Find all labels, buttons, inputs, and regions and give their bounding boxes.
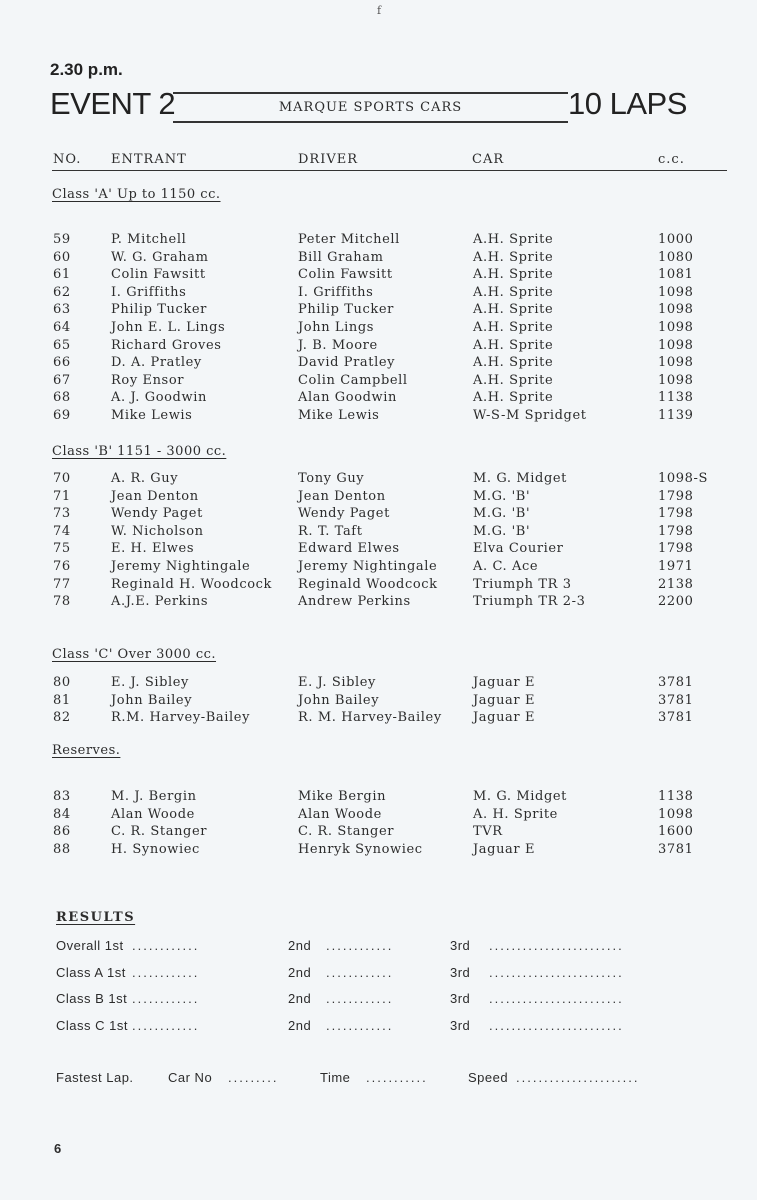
third-label: 3rd	[450, 964, 471, 980]
entry-entrant: Reginald H. Woodcock	[111, 576, 273, 592]
entry-driver: Jeremy Nightingale	[298, 559, 438, 574]
entry-number: 76	[53, 559, 71, 574]
result-label: Class A 1st	[56, 964, 126, 980]
entry-entrant: W. Nicholson	[111, 523, 204, 539]
entry-cc: 1000	[658, 232, 694, 247]
entry-cc: 3781	[658, 675, 694, 690]
entry-driver: Colin Fawsitt	[298, 267, 393, 283]
entry-entrant: C. R. Stanger	[111, 824, 208, 840]
table-row	[0, 267, 757, 284]
entry-driver: Andrew Perkins	[298, 594, 411, 610]
result-dots: ............	[132, 991, 200, 1006]
entry-cc: 2138	[658, 576, 694, 592]
entry-number: 75	[53, 541, 71, 557]
entry-car: Elva Courier	[473, 541, 564, 557]
entry-entrant: A. J. Goodwin	[111, 390, 207, 406]
entry-driver: Reginald Woodcock	[298, 576, 438, 592]
table-row	[0, 577, 757, 594]
entry-cc: 1138	[658, 390, 694, 406]
table-row	[0, 789, 757, 806]
car-no-dots: .........	[228, 1070, 279, 1085]
entry-driver: Edward Elwes	[298, 541, 400, 557]
entry-car: A. C. Ace	[473, 559, 539, 574]
entry-cc: 3781	[658, 692, 694, 708]
entry-entrant: A. R. Guy	[111, 471, 179, 486]
column-header-driver: DRIVER	[298, 152, 359, 167]
result-dots: ........................	[489, 964, 624, 980]
entry-car: A.H. Sprite	[473, 355, 554, 371]
table-row	[0, 710, 757, 727]
entry-number: 70	[53, 471, 71, 486]
second-label: 2nd	[288, 938, 312, 953]
event-time: 2.30 p.m.	[50, 60, 123, 79]
entry-driver: Alan Woode	[298, 806, 382, 822]
speed-dots: ......................	[516, 1070, 640, 1085]
entry-driver: John Lings	[298, 320, 375, 335]
second-label: 2nd	[288, 964, 312, 980]
entry-number: 69	[53, 408, 71, 423]
table-row	[0, 842, 757, 859]
entry-number: 81	[53, 692, 71, 708]
entry-car: A.H. Sprite	[473, 390, 554, 406]
top-mark: f	[377, 4, 382, 17]
result-dots: ............	[326, 1017, 394, 1033]
entry-entrant: Colin Fawsitt	[111, 267, 206, 283]
table-row	[0, 541, 757, 558]
entry-entrant: Alan Woode	[111, 806, 195, 822]
entry-car: M. G. Midget	[473, 471, 567, 486]
table-row	[0, 320, 757, 337]
class-heading: Class 'C' Over 3000 cc.	[52, 647, 217, 662]
entry-number: 62	[53, 284, 71, 300]
entry-entrant: John Bailey	[111, 692, 193, 708]
results-row	[0, 991, 757, 1009]
column-header-entrant: ENTRANT	[111, 152, 187, 167]
entry-driver: David Pratley	[298, 355, 396, 371]
entry-driver: Alan Goodwin	[298, 390, 398, 406]
entry-cc: 3781	[658, 710, 694, 726]
entry-cc: 1098	[658, 372, 694, 388]
entry-number: 61	[53, 267, 71, 283]
entry-driver: E. J. Sibley	[298, 675, 377, 690]
table-row	[0, 390, 757, 407]
entry-number: 66	[53, 355, 71, 371]
result-dots: ............	[132, 1017, 200, 1033]
class-heading: Class 'A' Up to 1150 cc.	[52, 187, 221, 202]
table-row	[0, 559, 757, 576]
result-dots: ............	[326, 991, 394, 1006]
table-row	[0, 693, 757, 710]
entry-entrant: Jean Denton	[111, 488, 199, 504]
table-row	[0, 338, 757, 355]
entry-entrant: P. Mitchell	[111, 232, 187, 247]
entry-number: 78	[53, 594, 71, 610]
results-row	[0, 1018, 757, 1036]
speed-label: Speed	[468, 1070, 509, 1085]
column-header-car: CAR	[472, 152, 505, 167]
entry-number: 82	[53, 710, 71, 726]
column-header-row	[52, 152, 727, 171]
entry-cc: 1098	[658, 337, 694, 353]
table-row	[0, 594, 757, 611]
table-row	[0, 807, 757, 824]
table-row	[0, 489, 757, 506]
entry-number: 67	[53, 372, 71, 388]
table-row	[0, 408, 757, 425]
table-row	[0, 232, 757, 249]
event-laps: 10 LAPS	[568, 86, 687, 121]
entry-entrant: E. J. Sibley	[111, 675, 190, 690]
results-heading: RESULTS	[56, 910, 136, 925]
entry-entrant: Philip Tucker	[111, 302, 207, 318]
class-heading: Reserves.	[52, 743, 121, 758]
entry-cc: 1798	[658, 541, 694, 557]
time-label: Time	[320, 1070, 351, 1085]
entry-entrant: W. G. Graham	[111, 249, 209, 265]
second-label: 2nd	[288, 1017, 312, 1033]
entry-entrant: Wendy Paget	[111, 506, 203, 522]
result-dots: ........................	[489, 1017, 624, 1033]
entry-driver: R. T. Taft	[298, 523, 363, 539]
entry-car: Jaguar E	[473, 675, 536, 690]
entry-driver: Jean Denton	[298, 488, 386, 504]
entry-number: 65	[53, 337, 71, 353]
table-row	[0, 471, 757, 488]
event-title: EVENT 2	[50, 86, 176, 121]
entry-cc: 1098	[658, 806, 694, 822]
table-row	[0, 506, 757, 523]
entry-number: 84	[53, 806, 71, 822]
result-label: Class B 1st	[56, 991, 128, 1006]
entry-cc: 3781	[658, 841, 694, 857]
entry-driver: Mike Bergin	[298, 789, 387, 804]
result-dots: ........................	[489, 991, 624, 1006]
entry-cc: 1081	[658, 267, 694, 283]
entry-entrant: Jeremy Nightingale	[111, 559, 251, 574]
entry-cc: 1139	[658, 408, 694, 423]
entry-number: 86	[53, 824, 71, 840]
entry-car: A.H. Sprite	[473, 337, 554, 353]
entry-entrant: I. Griffiths	[111, 284, 187, 300]
entry-driver: Wendy Paget	[298, 506, 390, 522]
table-row	[0, 373, 757, 390]
entry-car: M.G. 'B'	[473, 488, 531, 504]
entry-cc: 1798	[658, 506, 694, 522]
time-dots: ...........	[366, 1070, 428, 1085]
entry-number: 83	[53, 789, 71, 804]
fastest-lap-label: Fastest Lap.	[56, 1070, 134, 1085]
entry-entrant: Mike Lewis	[111, 408, 193, 423]
result-dots: ............	[326, 938, 394, 953]
entry-driver: Bill Graham	[298, 249, 384, 265]
entry-number: 77	[53, 576, 71, 592]
class-heading: Class 'B' 1151 - 3000 cc.	[52, 444, 227, 459]
entry-entrant: R.M. Harvey-Bailey	[111, 710, 251, 726]
entry-driver: I. Griffiths	[298, 284, 374, 300]
entry-entrant: M. J. Bergin	[111, 789, 197, 804]
table-row	[0, 285, 757, 302]
entry-cc: 1798	[658, 523, 694, 539]
entry-driver: Tony Guy	[298, 471, 365, 486]
entry-number: 73	[53, 506, 71, 522]
entry-driver: Colin Campbell	[298, 372, 408, 388]
entry-entrant: E. H. Elwes	[111, 541, 195, 557]
entry-number: 71	[53, 488, 71, 504]
car-no-label: Car No	[168, 1070, 213, 1085]
entry-car: M. G. Midget	[473, 789, 567, 804]
table-row	[0, 675, 757, 692]
page-number: 6	[54, 1141, 62, 1156]
table-row	[0, 250, 757, 267]
table-row	[0, 824, 757, 841]
entry-car: M.G. 'B'	[473, 506, 531, 522]
entry-entrant: John E. L. Lings	[111, 320, 226, 335]
third-label: 3rd	[450, 1017, 471, 1033]
entry-driver: Philip Tucker	[298, 302, 394, 318]
entry-car: A.H. Sprite	[473, 320, 554, 335]
entry-car: Triumph TR 3	[473, 576, 572, 592]
table-row	[0, 355, 757, 372]
entry-entrant: D. A. Pratley	[111, 355, 202, 371]
event-subtitle: MARQUE SPORTS CARS	[173, 92, 568, 123]
entry-driver: John Bailey	[298, 692, 380, 708]
entry-cc: 1098	[658, 302, 694, 318]
entry-number: 88	[53, 841, 71, 857]
third-label: 3rd	[450, 991, 471, 1006]
column-header-cc: c.c.	[658, 152, 685, 167]
entry-driver: J. B. Moore	[298, 337, 378, 353]
column-header-no: NO.	[53, 152, 82, 167]
entry-car: W-S-M Spridget	[473, 408, 587, 423]
entry-number: 74	[53, 523, 71, 539]
result-dots: ........................	[489, 938, 624, 953]
entry-driver: Mike Lewis	[298, 408, 380, 423]
entry-car: A.H. Sprite	[473, 249, 554, 265]
result-label: Class C 1st	[56, 1017, 128, 1033]
entry-number: 59	[53, 232, 71, 247]
entry-car: A.H. Sprite	[473, 302, 554, 318]
results-row	[0, 938, 757, 956]
entry-driver: Henryk Synowiec	[298, 841, 423, 857]
entry-car: Jaguar E	[473, 710, 536, 726]
entry-driver: C. R. Stanger	[298, 824, 395, 840]
entry-entrant: A.J.E. Perkins	[111, 594, 209, 610]
entry-number: 60	[53, 249, 71, 265]
result-dots: ............	[326, 964, 394, 980]
result-dots: ............	[132, 964, 200, 980]
third-label: 3rd	[450, 938, 471, 953]
entry-number: 80	[53, 675, 71, 690]
entry-entrant: Richard Groves	[111, 337, 222, 353]
entry-car: A. H. Sprite	[473, 806, 558, 822]
entry-car: A.H. Sprite	[473, 372, 554, 388]
entry-car: TVR	[473, 824, 503, 840]
entry-car: Jaguar E	[473, 692, 536, 708]
entry-car: Triumph TR 2-3	[473, 594, 586, 610]
entry-cc: 1138	[658, 789, 694, 804]
table-row	[0, 302, 757, 319]
second-label: 2nd	[288, 991, 312, 1006]
entry-entrant: H. Synowiec	[111, 841, 200, 857]
entry-car: Jaguar E	[473, 841, 536, 857]
entry-cc: 1600	[658, 824, 694, 840]
entry-cc: 1098	[658, 355, 694, 371]
entry-number: 68	[53, 390, 71, 406]
entry-cc: 1098	[658, 284, 694, 300]
entry-number: 63	[53, 302, 71, 318]
entry-car: A.H. Sprite	[473, 232, 554, 247]
entry-driver: R. M. Harvey-Bailey	[298, 710, 442, 726]
results-row	[0, 965, 757, 983]
entry-entrant: Roy Ensor	[111, 372, 185, 388]
entry-cc: 1971	[658, 559, 694, 574]
table-row	[0, 524, 757, 541]
entry-cc: 1098	[658, 320, 694, 335]
entry-cc: 1080	[658, 249, 694, 265]
entry-cc: 1098-S	[658, 471, 708, 486]
entry-number: 64	[53, 320, 71, 335]
entry-cc: 2200	[658, 594, 694, 610]
entry-car: M.G. 'B'	[473, 523, 531, 539]
result-dots: ............	[132, 938, 200, 953]
entry-cc: 1798	[658, 488, 694, 504]
entry-car: A.H. Sprite	[473, 267, 554, 283]
result-label: Overall 1st	[56, 938, 124, 953]
entry-car: A.H. Sprite	[473, 284, 554, 300]
entry-driver: Peter Mitchell	[298, 232, 400, 247]
